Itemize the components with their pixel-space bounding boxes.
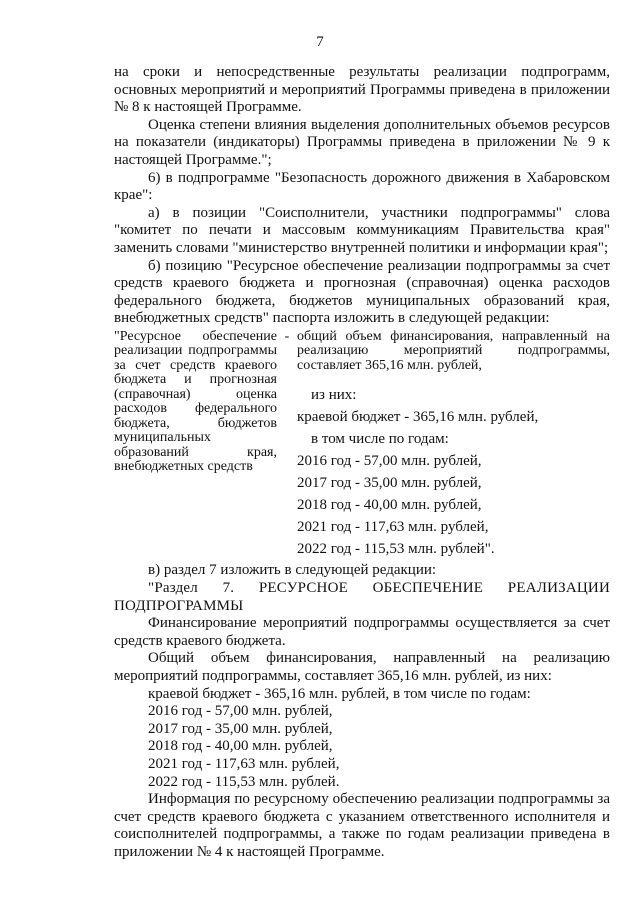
passport-line: 2021 год - 117,63 млн. рублей, — [297, 519, 489, 536]
passport-line: в том числе по годам: — [311, 431, 449, 448]
passport-total-financing: общий объем финансирования, направленный на реализацию мероприятий подпрограммы, составляет 365,16 млн. рублей, — [297, 328, 610, 373]
page-number: 7 — [316, 34, 324, 50]
passport-line: 2022 год - 115,53 млн. рублей". — [297, 541, 495, 558]
passport-table — [114, 330, 610, 559]
paragraph-item-b: б) позицию "Ресурсное обеспечение реализации подпрограммы за счет средств краевого бюджета и прогнозная (справочная) оценка расходов федерального бюджета, бюджетов муниципальных образований края, внебюджетных средств" паспорта изложить в следующей редакции: — [114, 257, 610, 327]
paragraph-continuation: на сроки и непосредственные результаты реализации подпрограмм, основных мероприятий и мероприятий Программы приведена в приложении № 8 к настоящей Программе. — [114, 64, 610, 116]
passport-line: из них: — [311, 387, 357, 404]
paragraph-total-financing: Общий объем финансирования, направленный на реализацию мероприятий подпрограммы, составляет 365,16 млн. рублей, из них: — [114, 650, 610, 684]
passport-line: 2018 год - 40,00 млн. рублей, — [297, 497, 482, 514]
budget-line: 2018 год - 40,00 млн. рублей, — [148, 738, 333, 755]
paragraph-assessment: Оценка степени влияния выделения дополнительных объемов ресурсов на показатели (индикаторы) Программы приведена в приложении № 9 к настоящей Программе."; — [114, 116, 610, 168]
budget-line: 2022 год - 115,53 млн. рублей. — [148, 773, 340, 790]
paragraph-item-c: в) раздел 7 изложить в следующей редакции: — [148, 562, 437, 579]
passport-line: 2016 год - 57,00 млн. рублей, — [297, 453, 482, 470]
section-heading: "Раздел 7. РЕСУРСНОЕ ОБЕСПЕЧЕНИЕ РЕАЛИЗАЦИИ ПОДПРОГРАММЫ — [114, 580, 610, 614]
paragraph-closing: Информация по ресурсному обеспечению реализации подпрограммы за счет средств краевого бюджета с указанием ответственного исполнителя и соисполнителей подпрограммы, а также по годам реализации приведена в приложении № 4 к настоящей Программе. — [114, 791, 610, 860]
passport-position-label: "Ресурсное обеспечение реализации подпрограммы за счет средств краевого бюджета и прогнозная (справочная) оценка расходов федерального бюджета, бюджетов муниципальных образований края, внебюджетных средств — [114, 328, 277, 475]
budget-line: 2017 год - 35,00 млн. рублей, — [148, 720, 333, 737]
paragraph-subprogram-6: 6) в подпрограмме "Безопасность дорожного движения в Хабаровском крае": — [114, 169, 610, 204]
passport-dash: - — [284, 328, 290, 344]
document-body — [114, 64, 610, 862]
passport-position-value — [297, 330, 610, 559]
paragraph-item-a: а) в позиции "Соисполнители, участники подпрограммы" слова "комитет по печати и массовым коммуникациям Правительства края" заменить словами "министерство внутренней политики и информации края"; — [114, 204, 610, 256]
budget-line: 2016 год - 57,00 млн. рублей, — [148, 703, 333, 720]
passport-line: 2017 год - 35,00 млн. рублей, — [297, 475, 482, 492]
paragraph-financing-source: Финансирование мероприятий подпрограммы осуществляется за счет средств краевого бюджета. — [114, 615, 610, 649]
budget-line: краевой бюджет - 365,16 млн. рублей, в том числе по годам: — [148, 685, 531, 702]
passport-line: краевой бюджет - 365,16 млн. рублей, — [297, 409, 539, 426]
budget-line: 2021 год - 117,63 млн. рублей, — [148, 755, 340, 772]
